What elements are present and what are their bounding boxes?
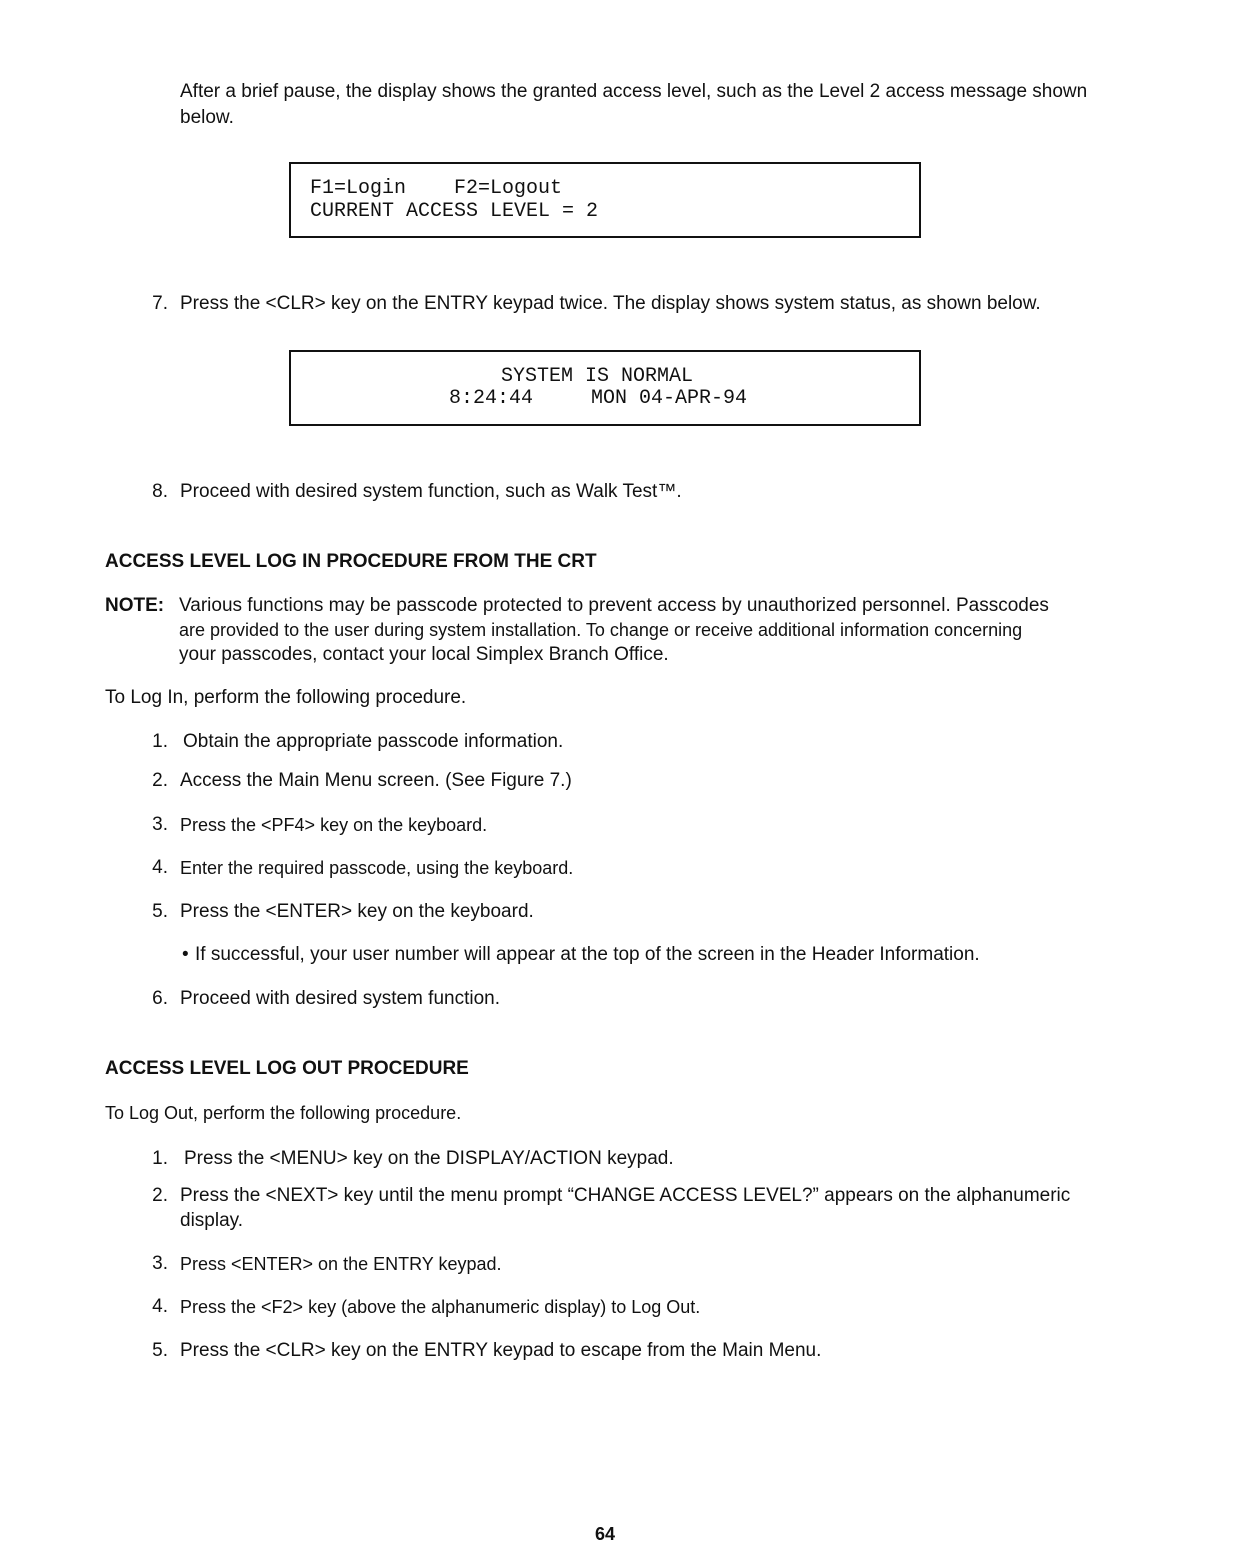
login-step-6-text: Proceed with desired system function. bbox=[180, 988, 500, 1009]
lcd2-date: MON 04-APR-94 bbox=[591, 387, 748, 410]
login-step-5-number: 5. bbox=[152, 901, 168, 922]
section-heading-login-crt: ACCESS LEVEL LOG IN PROCEDURE FROM THE CRT bbox=[105, 551, 597, 572]
login-intro: To Log In, perform the following procedure. bbox=[105, 687, 467, 708]
lcd-display-system-status bbox=[289, 350, 921, 426]
login-step-1-text: Obtain the appropriate passcode information. bbox=[183, 731, 564, 752]
lcd2-line-1: SYSTEM IS NORMAL bbox=[501, 365, 694, 388]
logout-step-4-number: 4. bbox=[152, 1296, 168, 1317]
login-step-6-number: 6. bbox=[152, 988, 168, 1009]
note-label: NOTE: bbox=[105, 595, 165, 616]
note-line-1: Various functions may be passcode protected to prevent access by unauthorized personnel. Passcodes bbox=[179, 595, 1049, 616]
login-bullet-text: If successful, your user number will appear at the top of the screen in the Header Information. bbox=[195, 944, 980, 965]
login-step-4-text: Enter the required passcode, using the keyboard. bbox=[180, 858, 574, 878]
login-step-3-text: Press the <PF4> key on the keyboard. bbox=[180, 815, 488, 835]
section-heading-logout: ACCESS LEVEL LOG OUT PROCEDURE bbox=[105, 1058, 469, 1079]
note-line-2: are provided to the user during system installation. To change or receive additional information concerning bbox=[179, 620, 1023, 640]
login-step-4-number: 4. bbox=[152, 857, 168, 878]
logout-step-5-number: 5. bbox=[152, 1340, 168, 1361]
logout-step-5-text: Press the <CLR> key on the ENTRY keypad to escape from the Main Menu. bbox=[180, 1340, 822, 1361]
logout-step-4-text: Press the <F2> key (above the alphanumeric display) to Log Out. bbox=[180, 1297, 701, 1317]
logout-step-2-text-cont: display. bbox=[180, 1210, 244, 1231]
note-line-3: your passcodes, contact your local Simplex Branch Office. bbox=[179, 644, 669, 665]
lcd2-time: 8:24:44 bbox=[449, 387, 534, 410]
logout-intro: To Log Out, perform the following procedure. bbox=[105, 1103, 462, 1123]
lcd1-line-2: CURRENT ACCESS LEVEL = 2 bbox=[310, 200, 599, 223]
logout-step-1-text: Press the <MENU> key on the DISPLAY/ACTION keypad. bbox=[184, 1148, 674, 1169]
login-step-2-text: Access the Main Menu screen. (See Figure 7.) bbox=[180, 770, 572, 791]
page-number: 64 bbox=[595, 1524, 616, 1544]
step-7-text: Press the <CLR> key on the ENTRY keypad twice. The display shows system status, as shown below. bbox=[180, 293, 1041, 314]
logout-step-1-number: 1. bbox=[152, 1148, 168, 1169]
login-step-3-number: 3. bbox=[152, 814, 168, 835]
logout-step-2-text: Press the <NEXT> key until the menu prompt “CHANGE ACCESS LEVEL?” appears on the alphanumeric bbox=[180, 1185, 1071, 1206]
step-8-number: 8. bbox=[152, 481, 168, 502]
login-step-1-number: 1. bbox=[152, 731, 168, 752]
logout-step-3-text: Press <ENTER> on the ENTRY keypad. bbox=[180, 1254, 502, 1274]
step-7-number: 7. bbox=[152, 293, 168, 314]
step-8-text: Proceed with desired system function, such as Walk Test™. bbox=[180, 481, 682, 502]
login-bullet: • bbox=[182, 944, 189, 965]
intro-line-2: below. bbox=[180, 107, 234, 128]
lcd-display-access-level bbox=[289, 162, 921, 238]
intro-line-1: After a brief pause, the display shows the granted access level, such as the Level 2 access message shown bbox=[180, 81, 1088, 102]
logout-step-2-number: 2. bbox=[152, 1185, 168, 1206]
login-step-5-text: Press the <ENTER> key on the keyboard. bbox=[180, 901, 534, 922]
login-step-2-number: 2. bbox=[152, 770, 168, 791]
lcd1-line-1: F1=Login F2=Logout bbox=[310, 177, 563, 200]
logout-step-3-number: 3. bbox=[152, 1253, 168, 1274]
